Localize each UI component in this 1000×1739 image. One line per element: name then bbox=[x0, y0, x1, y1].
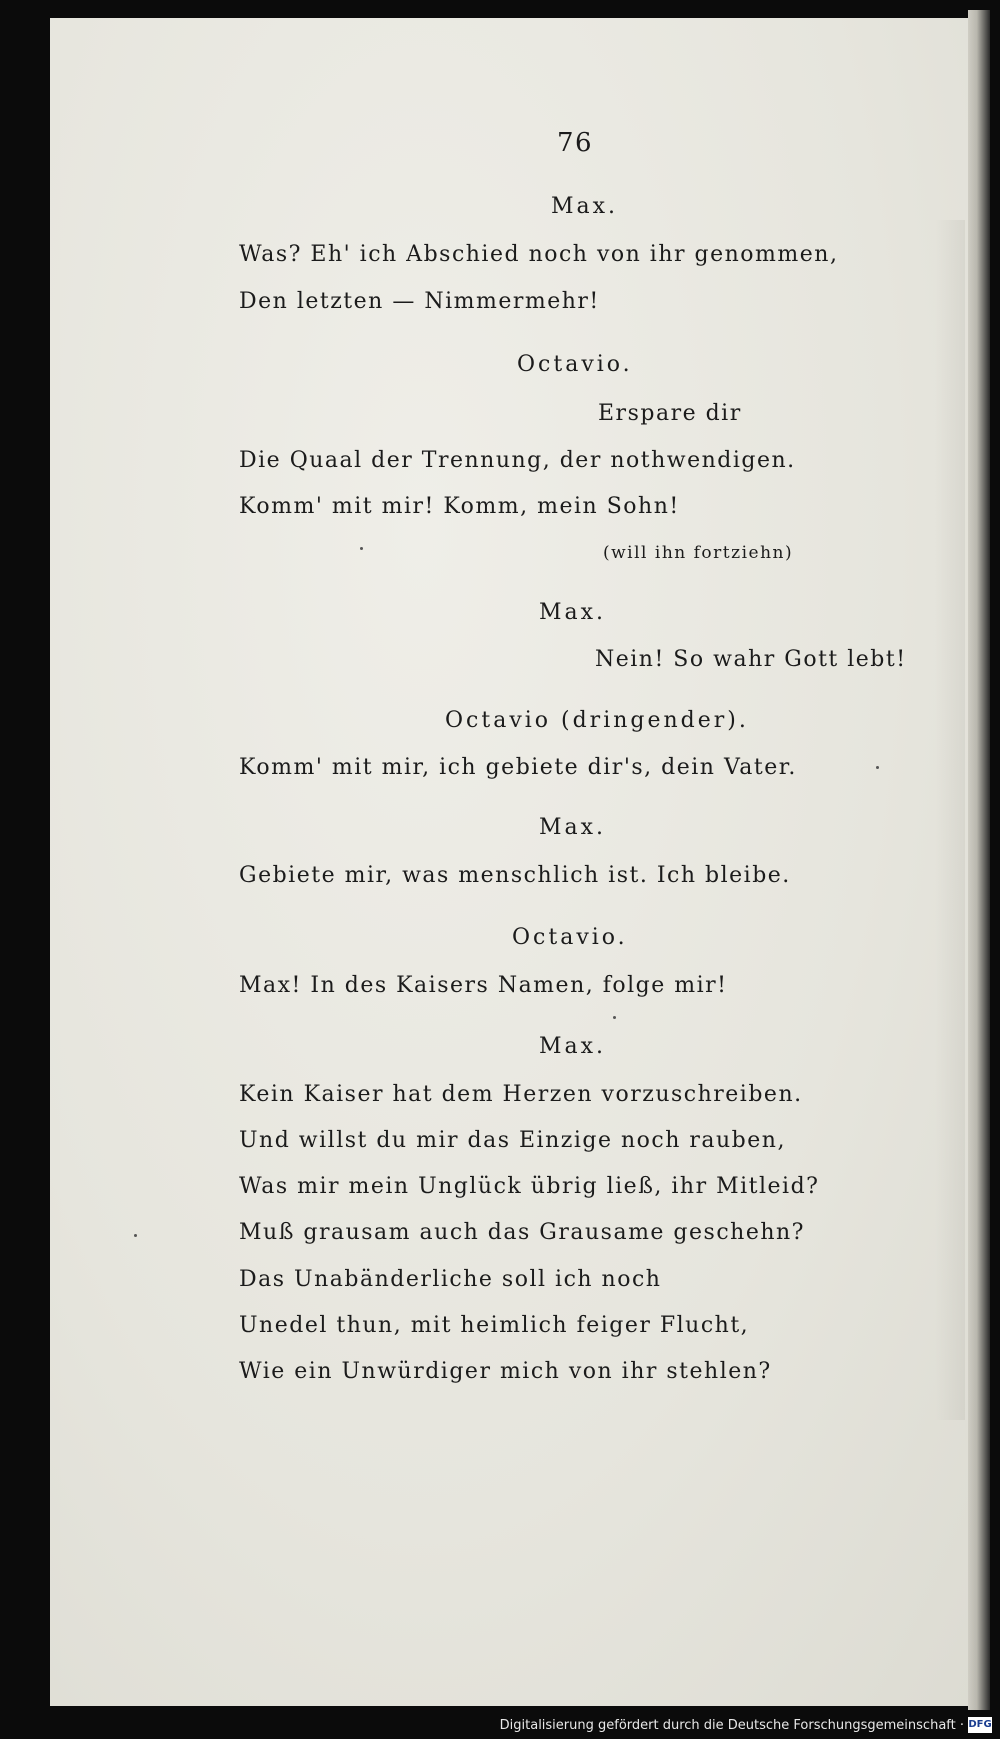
verse-line: Das Unabänderliche soll ich noch bbox=[239, 1267, 662, 1292]
verse-line: Den letzten — Nimmermehr! bbox=[239, 289, 600, 314]
verse-line: Nein! So wahr Gott lebt! bbox=[595, 647, 907, 672]
verse-line: Muß grausam auch das Grausame geschehn? bbox=[239, 1220, 805, 1245]
verse-line: Und willst du mir das Einzige noch rauben, bbox=[239, 1128, 786, 1153]
speaker-octavio: Octavio. bbox=[512, 925, 628, 950]
verse-line: Max! In des Kaisers Namen, folge mir! bbox=[239, 973, 728, 998]
verse-line: Was mir mein Unglück übrig ließ, ihr Mitleid? bbox=[239, 1174, 820, 1199]
verse-line: Die Quaal der Trennung, der nothwendigen. bbox=[239, 448, 796, 473]
verse-line: Komm' mit mir, ich gebiete dir's, dein Vater. bbox=[239, 755, 797, 780]
page-right-edge bbox=[968, 10, 990, 1710]
paper-speck bbox=[134, 1234, 137, 1237]
verse-line: Unedel thun, mit heimlich feiger Flucht, bbox=[239, 1313, 750, 1338]
speaker-max: Max. bbox=[539, 1034, 607, 1059]
footer-credit: Digitalisierung gefördert durch die Deutsche Forschungsgemeinschaft · bbox=[499, 1718, 964, 1733]
paper-speck bbox=[613, 1016, 616, 1019]
verse-line: Gebiete mir, was menschlich ist. Ich bleibe. bbox=[239, 863, 791, 888]
speaker-max: Max. bbox=[539, 600, 607, 625]
speaker-octavio-direction: Octavio (dringender). bbox=[445, 708, 749, 733]
speaker-max: Max. bbox=[551, 194, 619, 219]
show-through-shadow bbox=[935, 220, 965, 1420]
speaker-max: Max. bbox=[539, 815, 607, 840]
verse-line: Wie ein Unwürdiger mich von ihr stehlen? bbox=[239, 1359, 772, 1384]
speaker-octavio: Octavio. bbox=[517, 352, 633, 377]
page-number: 76 bbox=[557, 128, 594, 158]
verse-line: Erspare dir bbox=[598, 401, 742, 426]
stage-direction: (will ihn fortziehn) bbox=[603, 543, 794, 563]
verse-line: Kein Kaiser hat dem Herzen vorzuschreiben. bbox=[239, 1082, 803, 1107]
paper-speck bbox=[876, 766, 879, 769]
paper-speck bbox=[360, 547, 363, 550]
verse-line: Komm' mit mir! Komm, mein Sohn! bbox=[239, 494, 680, 519]
digitization-footer bbox=[0, 1712, 1000, 1739]
verse-line: Was? Eh' ich Abschied noch von ihr genommen, bbox=[239, 242, 839, 267]
dfg-logo-icon: DFG bbox=[968, 1717, 992, 1733]
